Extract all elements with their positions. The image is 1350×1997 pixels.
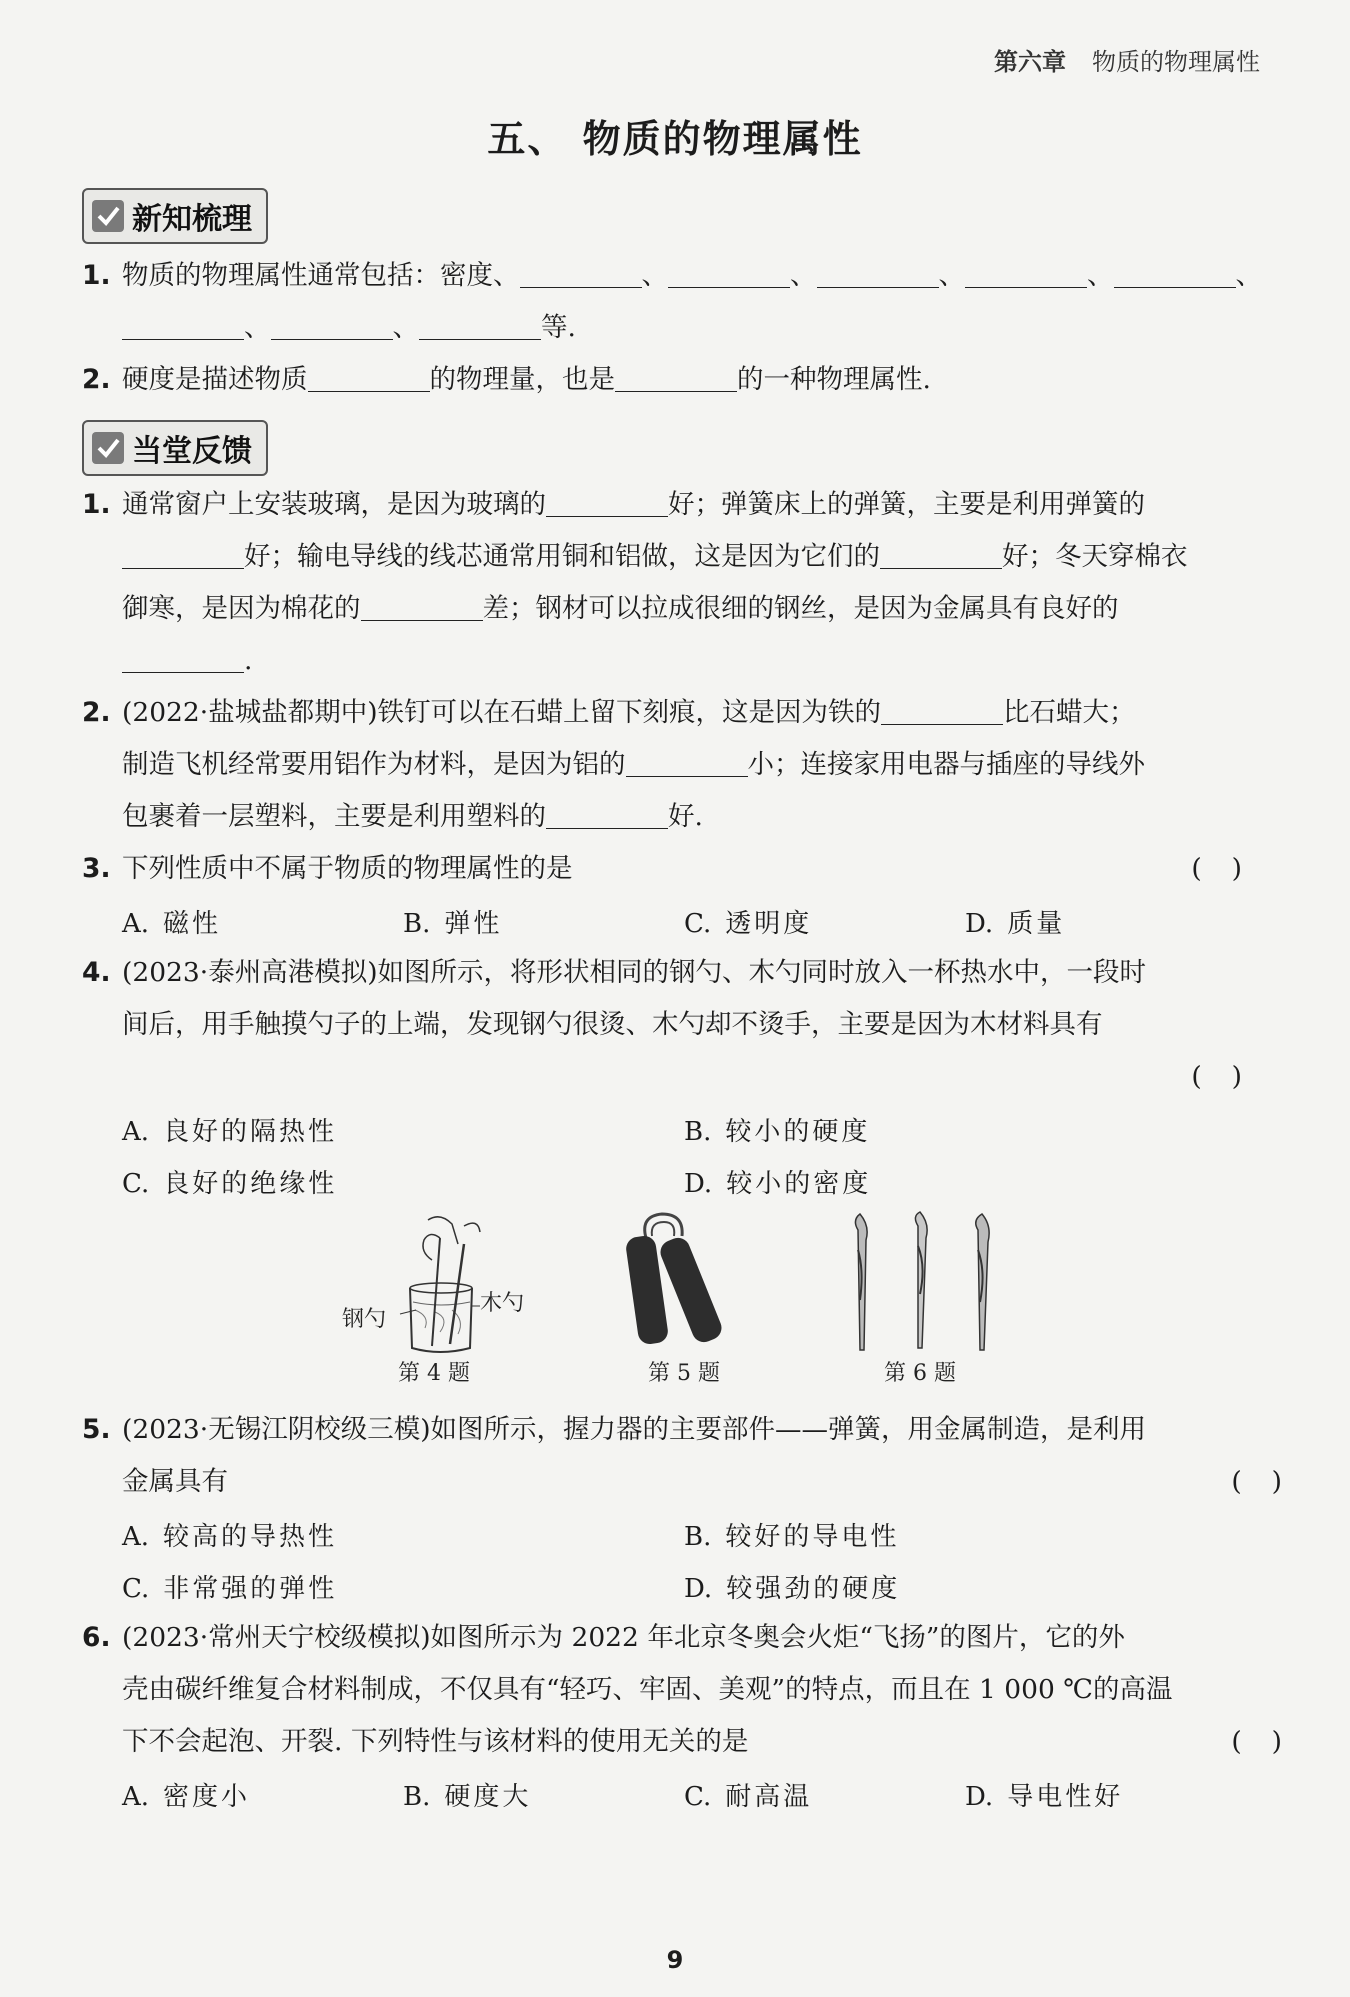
question-2-2-line2: 制造飞机经常要用铝作为材料，是因为铝的 小；连接家用电器与插座的导线外 (122, 749, 1145, 780)
answer-parentheses[interactable]: () (1191, 1061, 1272, 1092)
section-label: 新知梳理 (132, 202, 252, 237)
question-2-5-line2: 金属具有 () (82, 1464, 1312, 1500)
figure-5-caption: 第 5 题 (648, 1361, 720, 1386)
answer-blank[interactable] (546, 492, 668, 517)
answer-blank[interactable] (122, 544, 244, 569)
option-c[interactable]: C. 耐高温 (684, 1782, 813, 1812)
option-b[interactable]: B. 较好的导电性 (684, 1522, 900, 1552)
option-a[interactable]: A. 密度小 (122, 1782, 251, 1812)
answer-blank[interactable] (817, 263, 939, 288)
question-2-2-line3: 包裹着一层塑料，主要是利用塑料的 好. (122, 801, 703, 832)
figure-4-caption: 第 4 题 (398, 1361, 470, 1386)
option-d[interactable]: D. 质量 (965, 909, 1066, 939)
label-wood-spoon: 木勺 (480, 1291, 525, 1316)
topic-label: 物质的物理属性 (1092, 48, 1260, 76)
question-1-1: 1. 物质的物理属性通常包括：密度、 、 、 、 、 、 (82, 260, 1262, 291)
option-c[interactable]: C. 良好的绝缘性 (122, 1169, 338, 1199)
answer-blank[interactable] (546, 804, 668, 829)
question-1-2: 2. 硬度是描述物质 的物理量，也是 的一种物理属性. (82, 364, 931, 395)
question-2-1-line3: 御寒，是因为棉花的 差；钢材可以拉成很细的钢丝，是因为金属具有良好的 (122, 593, 1119, 624)
question-2-6: 6. (2023·常州天宁校级模拟)如图所示为 2022 年北京冬奥会火炬“飞扬”的图片，它的外 (82, 1622, 1125, 1653)
question-2-1-line4: . (82, 643, 1312, 679)
answer-blank[interactable] (1114, 263, 1236, 288)
answer-parentheses[interactable]: () (1191, 853, 1272, 884)
question-2-5: 5. (2023·无锡江阴校级三模)如图所示，握力器的主要部件——弹簧，用金属制造，是利用 (82, 1414, 1147, 1445)
option-b[interactable]: B. 硬度大 (403, 1782, 532, 1812)
answer-blank[interactable] (122, 648, 244, 673)
figure-torches (830, 1210, 1010, 1360)
figure-6-caption: 第 6 题 (884, 1361, 956, 1386)
question-2-4: 4. (2023·泰州高港模拟)如图所示，将形状相同的钢勺、木勺同时放入一杯热水中，一段时 (82, 957, 1147, 988)
option-b[interactable]: B. 弹性 (403, 909, 503, 939)
answer-blank[interactable] (881, 700, 1003, 725)
answer-blank[interactable] (271, 315, 393, 340)
option-c[interactable]: C. 透明度 (684, 909, 813, 939)
question-2-2: 2. (2022·盐城盐都期中)铁钉可以在石蜡上留下刻痕，这是因为铁的 比石蜡大； (82, 697, 1136, 728)
option-a[interactable]: A. 较高的导热性 (122, 1522, 338, 1552)
answer-blank[interactable] (361, 596, 483, 621)
question-1-1-cont: 、 、 等. (82, 310, 1312, 346)
option-b[interactable]: B. 较小的硬度 (684, 1117, 871, 1147)
question-2-4-line2: 间后，用手触摸勺子的上端，发现钢勺很烫、木勺却不烫手，主要是因为木材料具有 (122, 1009, 1103, 1040)
answer-blank[interactable] (615, 367, 737, 392)
question-2-3: 3. 下列性质中不属于物质的物理属性的是 () (82, 851, 1272, 887)
question-2-6-line3: 下不会起泡、开裂. 下列特性与该材料的使用无关的是 () (82, 1724, 1312, 1760)
chapter-label: 第六章 (994, 48, 1066, 76)
section-header-feedback (82, 420, 268, 476)
question-2-1-line2: 好；输电导线的线芯通常用铜和铝做，这是因为它们的 好；冬天穿棉衣 (82, 539, 1312, 575)
question-2-6-line2: 壳由碳纤维复合材料制成，不仅具有“轻巧、牢固、美观”的特点，而且在 1 000 ℃的高温 (122, 1674, 1173, 1705)
option-d[interactable]: D. 较强劲的硬度 (684, 1574, 901, 1604)
option-d[interactable]: D. 导电性好 (965, 1782, 1124, 1812)
checkmark-icon (92, 432, 124, 464)
page-title: 五、 物质的物理属性 (487, 117, 863, 161)
option-c[interactable]: C. 非常强的弹性 (122, 1574, 338, 1604)
answer-blank[interactable] (122, 315, 244, 340)
page-number: 9 (666, 1946, 684, 1974)
answer-blank[interactable] (308, 367, 430, 392)
answer-blank[interactable] (419, 315, 541, 340)
option-a[interactable]: A. 磁性 (122, 909, 222, 939)
answer-blank[interactable] (626, 752, 748, 777)
option-d[interactable]: D. 较小的密度 (684, 1169, 872, 1199)
answer-parentheses[interactable]: () (1231, 1466, 1312, 1497)
answer-blank[interactable] (965, 263, 1087, 288)
running-header (994, 42, 1260, 77)
answer-blank[interactable] (880, 544, 1002, 569)
answer-blank[interactable] (520, 263, 642, 288)
figure-hand-gripper (610, 1210, 750, 1350)
section-label: 当堂反馈 (132, 434, 252, 469)
question-2-1: 1. 通常窗户上安装玻璃，是因为玻璃的 好；弹簧床上的弹簧，主要是利用弹簧的 (82, 489, 1145, 520)
label-steel-spoon: 钢勺 (342, 1307, 387, 1332)
answer-blank[interactable] (668, 263, 790, 288)
figure-cup-spoons (340, 1210, 540, 1360)
option-a[interactable]: A. 良好的隔热性 (122, 1117, 338, 1147)
checkmark-icon (92, 200, 124, 232)
section-header-new (82, 188, 268, 244)
answer-parentheses[interactable]: () (1231, 1726, 1312, 1757)
